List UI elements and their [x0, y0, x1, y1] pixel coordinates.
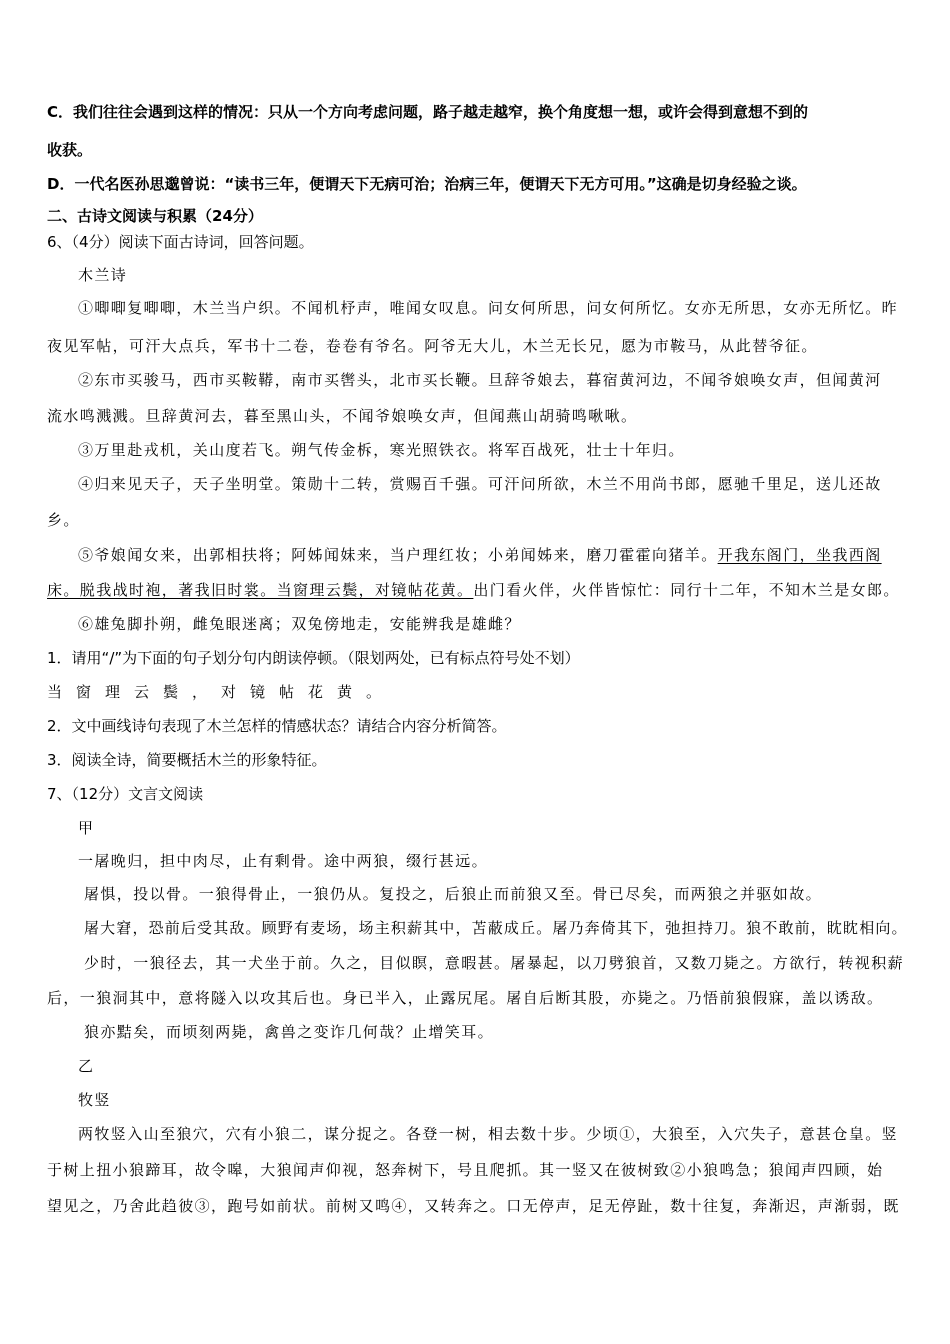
poem-para-1-line-1: ①唧唧复唧唧，木兰当户织。不闻机杼声，唯闻女叹息。问女何所思，问女何所忆。女亦无所思，女亦无所忆。昨 — [78, 299, 899, 317]
option-c-line-1: C．我们往往会遇到这样的情况：只从一个方向考虑问题，路子越走越窄，换个角度想一想，或许会得到意想不到的 — [47, 103, 809, 121]
text-b-title: 牧竖 — [78, 1091, 111, 1109]
text-b-line-1: 两牧竖入山至狼穴，穴有小狼二，谋分捉之。各登一树，相去数十步。少顷①，大狼至，入穴失子，意甚仓皇。竖 — [78, 1125, 899, 1143]
option-c-line-2: 收获。 — [47, 141, 93, 159]
poem-para-2-line-1: ②东市买骏马，西市买鞍鞯，南市买辔头，北市买长鞭。旦辞爷娘去，暮宿黄河边，不闻爷娘唤女声，但闻黄河 — [78, 371, 882, 389]
poem-para-4-line-2: 乡。 — [47, 511, 80, 529]
poem-para-5-rest: 出门看火伴，火伴皆惊忙：同行十二年，不知木兰是女郎。 — [473, 581, 900, 599]
text-a-para-3: 屠大窘，恐前后受其敌。顾野有麦场，场主积薪其中，苫蔽成丘。屠乃奔倚其下，弛担持刀。狼不敢前，眈眈相向。 — [84, 919, 908, 937]
text-a-para-4-line-1: 少时，一狼径去，其一犬坐于前。久之，目似瞑，意暇甚。屠暴起，以刀劈狼首，又数刀毙之。方欲行，转视积薪 — [84, 954, 905, 972]
question-6-prompt: 6、（4分）阅读下面古诗词，回答问题。 — [47, 233, 314, 251]
poem-para-3: ③万里赴戎机，关山度若飞。朔气传金柝，寒光照铁衣。将军百战死，壮士十年归。 — [78, 441, 685, 459]
text-a-label: 甲 — [78, 819, 95, 837]
option-d-line: D．一代名医孙思邈曾说：“读书三年，便谓天下无病可治；治病三年，便谓天下无方可用。”这确是切身经验之谈。 — [47, 175, 807, 193]
poem-para-5-line-2 — [47, 580, 900, 600]
text-a-para-2: 屠惧，投以骨。一狼得骨止，一狼仍从。复投之，后狼止而前狼又至。骨已尽矣，而两狼之并驱如故。 — [84, 885, 823, 903]
poem-underlined-2: 床。脱我战时袍，著我旧时裳。当窗理云鬓，对镜帖花黄。 — [47, 581, 474, 599]
text-b-label: 乙 — [78, 1057, 95, 1075]
text-b-line-3: 望见之，乃舍此趋彼③，跑号如前状。前树又鸣④，又转奔之。口无停声，足无停趾，数十往复，奔渐迟，声渐弱，既 — [47, 1197, 900, 1215]
section-heading: 二、古诗文阅读与积累（24分） — [47, 207, 263, 225]
poem-para-4-line-1: ④归来见天子，天子坐明堂。策勋十二转，赏赐百千强。可汗问所欲，木兰不用尚书郎，愿驰千里足，送儿还故 — [78, 475, 882, 493]
poem-title: 木兰诗 — [78, 266, 128, 284]
poem-underlined-1: 开我东阁门，坐我西阁 — [717, 546, 882, 564]
poem-para-1-line-2: 夜见军帖，可汗大点兵，军书十二卷，卷卷有爷名。阿爷无大儿，木兰无长兄，愿为市鞍马，从此替爷征。 — [47, 337, 818, 355]
text-a-para-5: 狼亦黠矣，而顷刻两毙，禽兽之变诈几何哉？止增笑耳。 — [84, 1023, 495, 1041]
text-a-para-1: 一屠晚归，担中肉尽，止有剩骨。途中两狼，缀行甚远。 — [78, 852, 489, 870]
sub-question-1: 1．请用“/”为下面的句子划分句内朗读停顿。（限划两处，已有标点符号处不划） — [47, 649, 580, 667]
sub-question-2: 2．文中画线诗句表现了木兰怎样的情感状态？请结合内容分析简答。 — [47, 717, 507, 735]
poem-para-2-line-2: 流水鸣溅溅。旦辞黄河去，暮至黑山头，不闻爷娘唤女声，但闻燕山胡骑鸣啾啾。 — [47, 407, 638, 425]
text-a-para-4-line-2: 后，一狼洞其中，意将隧入以攻其后也。身已半入，止露尻尾。屠自后断其股，亦毙之。乃悟前狼假寐，盖以诱敌。 — [47, 989, 884, 1007]
sentence-to-divide: 当窗理云鬓，对镜帖花黄。 — [47, 683, 396, 701]
sub-question-3: 3．阅读全诗，简要概括木兰的形象特征。 — [47, 751, 327, 769]
question-7-prompt: 7、（12分）文言文阅读 — [47, 785, 204, 803]
poem-para-6: ⑥雄兔脚扑朔，雌兔眼迷离；双兔傍地走，安能辨我是雄雌？ — [78, 615, 521, 633]
poem-para-5-plain: ⑤爷娘闻女来，出郭相扶将；阿姊闻妹来，当户理红妆；小弟闻姊来，磨刀霍霍向猪羊。 — [78, 546, 718, 564]
poem-para-5-line-1 — [78, 545, 882, 565]
text-b-line-2: 于树上扭小狼蹄耳，故令嗥，大狼闻声仰视，怒奔树下，号且爬抓。其一竖又在彼树致②小狼鸣急；狼闻声四顾，始 — [47, 1161, 884, 1179]
